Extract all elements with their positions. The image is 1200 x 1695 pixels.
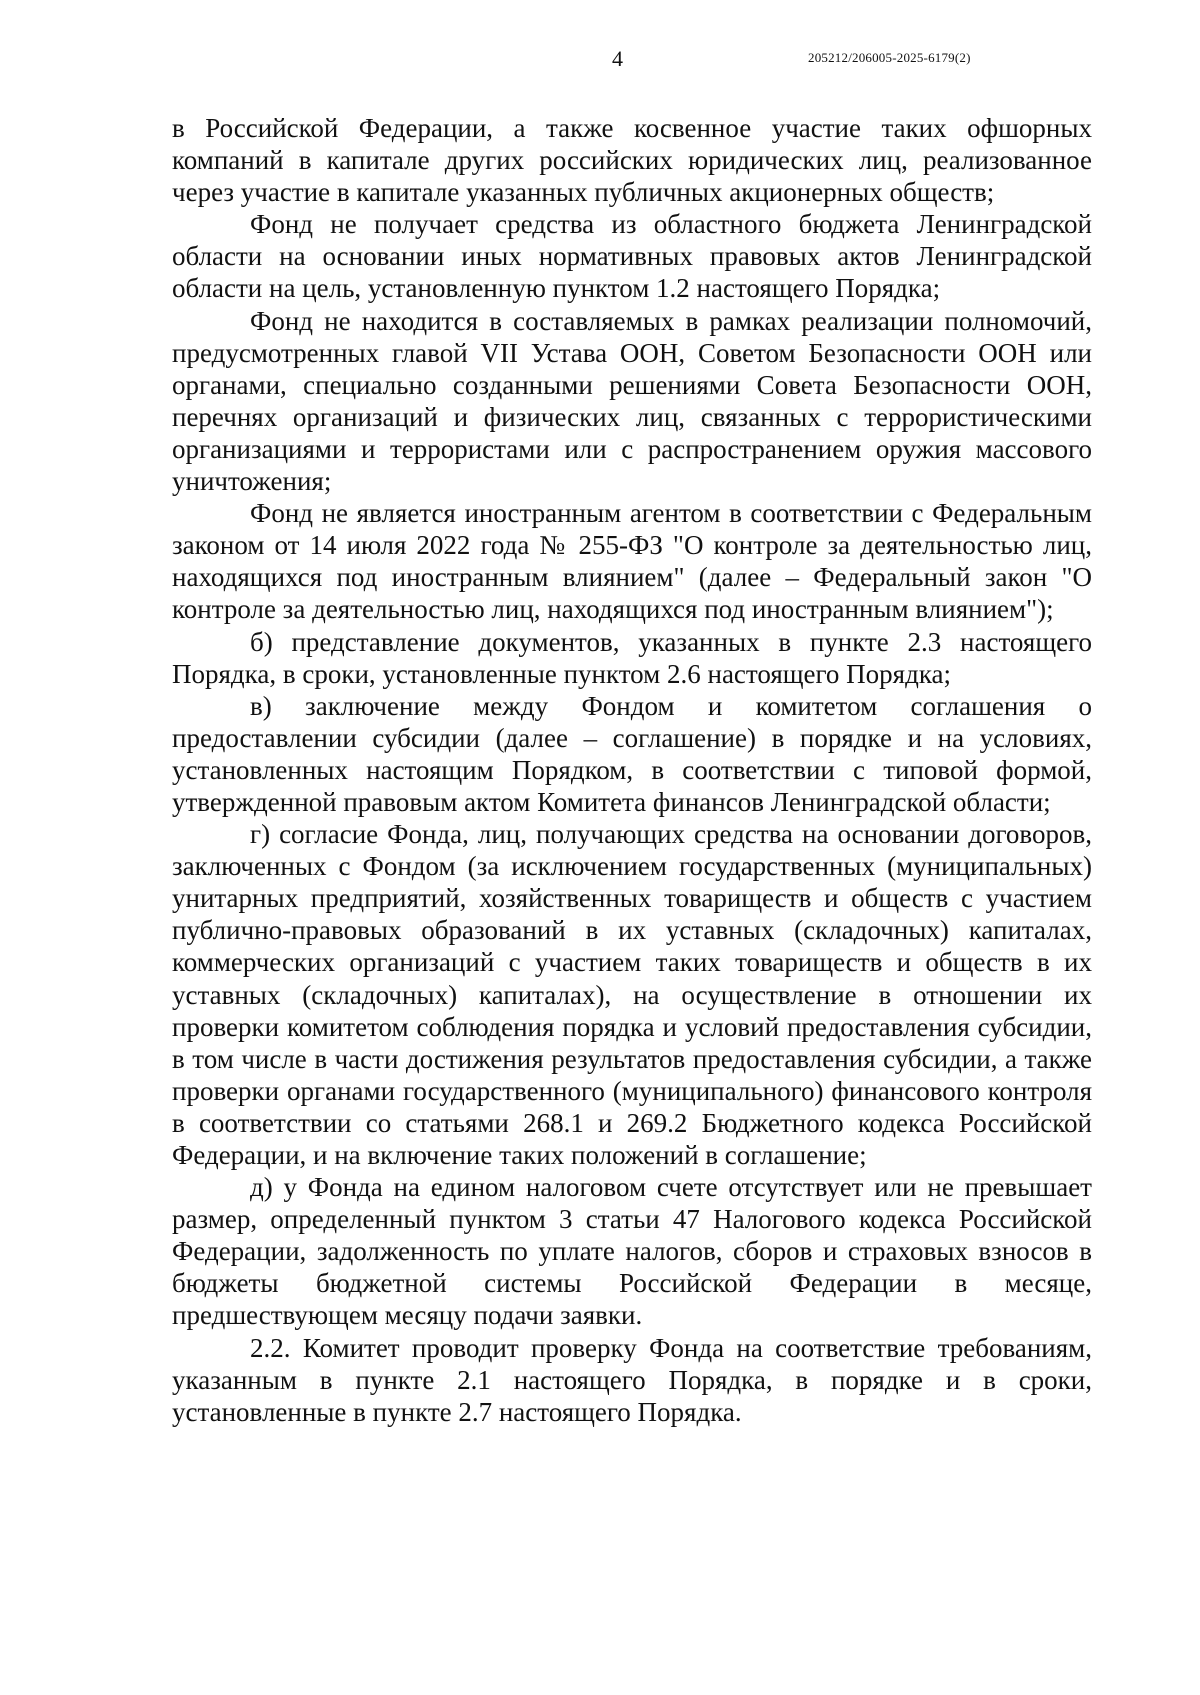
paragraph-item-v-agreement: в) заключение между Фондом и комитетом соглашения о предоставлении субсидии (далее – соглашение) в порядке и на условиях, установленных настоящим Порядком, в соответствии с типовой формой, утвержденной правовым актом Комитета финансов Ленинградской области;: [172, 690, 1092, 817]
paragraph-foreign-agent: Фонд не является иностранным агентом в соответствии с Федеральным законом от 14 июля 2022 года № 255-ФЗ "О контроле за деятельностью лиц, находящихся под иностранным влиянием" (далее – Федеральный закон "О контроле за деятельностью лиц, находящихся под иностранным влиянием");: [172, 498, 1092, 625]
document-body: [172, 112, 1092, 1428]
paragraph-item-b-documents: б) представление документов, указанных в пункте 2.3 настоящего Порядка, в сроки, установленные пунктом 2.6 настоящего Порядка;: [172, 626, 1092, 689]
paragraph-section-2-2: 2.2. Комитет проводит проверку Фонда на соответствие требованиям, указанным в пункте 2.1 настоящего Порядка, в порядке и в сроки, установленные в пункте 2.7 настоящего Порядка.: [172, 1332, 1092, 1427]
document-id: 205212/206005-2025-6179(2): [808, 50, 971, 65]
paragraph-offshore-continuation: в Российской Федерации, а также косвенное участие таких офшорных компаний в капитале других российских юридических лиц, реализованное через участие в капитале указанных публичных акционерных обществ;: [172, 113, 1092, 208]
paragraph-un-sanctions-lists: Фонд не находится в составляемых в рамках реализации полномочий, предусмотренных главой VII Устава ООН, Советом Безопасности ООН или органами, специально созданными решениями Совета Безопасности ООН, перечнях организаций и физических лиц, связанных с террористическими организациями и террористами или с распространением оружия массового уничтожения;: [172, 305, 1092, 497]
paragraph-item-d-tax-debt: д) у Фонда на едином налоговом счете отсутствует или не превышает размер, определенный пунктом 3 статьи 47 Налогового кодекса Российской Федерации, задолженность по уплате налогов, сборов и страховых взносов в бюджеты бюджетной системы Российской Федерации в месяце, предшествующем месяцу подачи заявки.: [172, 1172, 1092, 1331]
page-number: 4: [612, 46, 623, 71]
paragraph-no-other-funding: Фонд не получает средства из областного бюджета Ленинградской области на основании иных нормативных правовых актов Ленинградской области на цель, установленную пунктом 1.2 настоящего Порядка;: [172, 209, 1092, 304]
paragraph-item-g-consent: г) согласие Фонда, лиц, получающих средства на основании договоров, заключенных с Фондом (за исключением государственных (муниципальных) унитарных предприятий, хозяйственных товариществ и обществ с участием публично-правовых образований в их уставных (складочных) капиталах, коммерческих организаций с участием таких товариществ и обществ в их уставных (складочных) капиталах), на осуществление в отношении их проверки комитетом соблюдения порядка и условий предоставления субсидии, в том числе в части достижения результатов предоставления субсидии, а также проверки органами государственного (муниципального) финансового контроля в соответствии со статьями 268.1 и 269.2 Бюджетного кодекса Российской Федерации, и на включение таких положений в соглашение;: [172, 819, 1092, 1170]
